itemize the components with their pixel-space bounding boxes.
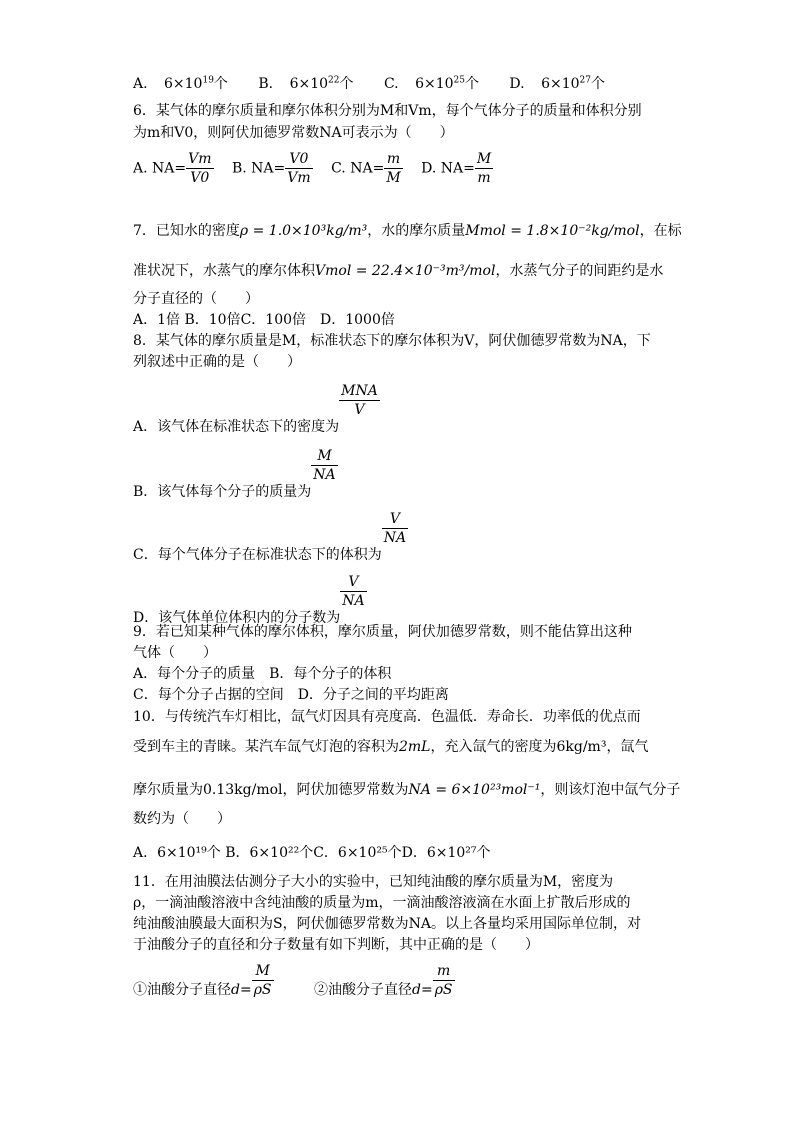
- q10-text-3: ，氙气: [606, 739, 649, 755]
- q5-d-exp: 27: [579, 75, 591, 86]
- q10-molar-mass: 0.13kg/mol: [203, 782, 283, 798]
- q6-d-num: M: [476, 151, 492, 167]
- q6-line1: 6．某气体的摩尔质量和摩尔体积分别为M和Vm，每个气体分子的质量和体积分别: [133, 103, 642, 119]
- q6-options: [133, 150, 493, 187]
- q10-line1: 10．与传统汽车灯相比，氙气灯因具有亮度高．色温低．寿命长．功率低的优点而: [133, 709, 641, 725]
- q7-text-1: 7．已知水的密度: [133, 223, 240, 239]
- q8-b-num: M: [311, 447, 337, 466]
- q8-b-text: B．该气体每个分子的质量为: [133, 483, 312, 500]
- q5-d-value: 6×10: [541, 76, 580, 92]
- q10-text-4: 摩尔质量为: [133, 782, 203, 798]
- q6-a-fraction: [186, 150, 213, 187]
- q6-d-lhs: NA=: [440, 160, 475, 177]
- q8-c-den: NA: [383, 530, 407, 546]
- q8-option-c: [133, 510, 408, 563]
- q5-b-value: 6×10: [289, 76, 329, 92]
- q11-s2-text: ②油酸分子直径: [313, 981, 412, 998]
- q6-b-fraction: [285, 150, 312, 187]
- q6-c-num: m: [384, 150, 402, 169]
- q8-line2: 列叙述中正确的是（ ）: [133, 354, 301, 370]
- q6-option-b: [232, 150, 313, 187]
- q8-c-text: C．每个气体分子在标准状态下的体积为: [133, 546, 382, 563]
- q10-text-2: ，充入氙气的密度为: [430, 739, 557, 755]
- q8-d-num: V: [340, 573, 366, 592]
- q6-d-fraction: [475, 150, 493, 187]
- q8-option-b: [133, 447, 338, 500]
- q6-c-den: M: [386, 170, 401, 186]
- q5-a-exp: 19: [202, 75, 214, 86]
- q6-c-label: C.: [331, 160, 346, 177]
- q11-line3: 纯油酸油膜最大面积为S，阿伏伽德罗常数为NA。以上各量均采用国际单位制，对: [133, 916, 641, 932]
- q5-a-unit: 个: [213, 76, 228, 92]
- q10-avogadro: NA = 6×10²³mol⁻¹: [408, 782, 541, 798]
- q11-s1-fraction: [252, 962, 274, 999]
- q10-text-6: ，则该灯泡中氙气分子: [540, 782, 681, 798]
- q10-line3: [133, 781, 680, 799]
- q7-molar-mass-formula: Mmol = 1.8×10⁻²kg/mol: [465, 223, 640, 239]
- q6-b-num: V0: [285, 150, 312, 169]
- q8-option-a: [133, 382, 380, 435]
- q11-statements: [133, 962, 455, 999]
- q8-c-fraction: [382, 510, 408, 547]
- q11-line4: 于油酸分子的直径和分子数量有如下判断，其中正确的是（ ）: [133, 937, 539, 953]
- q6-c-fraction: [384, 150, 402, 187]
- q8-a-den: V: [354, 402, 365, 418]
- q8-d-fraction: [340, 573, 366, 610]
- q6-a-den: V0: [190, 170, 210, 186]
- q10-options: A．6×10¹⁹个 B．6×10²²个C．6×10²⁵个D．6×10²⁷个: [133, 845, 491, 861]
- q11-line2: ρ，一滴油酸溶液中含纯油酸的质量为m，一滴油酸溶液滴在水面上扩散后形成的: [133, 895, 631, 911]
- q7-molar-volume-formula: Vmol = 22.4×10⁻³m³/mol: [315, 263, 496, 279]
- q10-text-5: ，阿伏加德罗常数为: [282, 782, 409, 798]
- q5-d-unit: 个: [590, 76, 605, 92]
- q6-line2: 为m和V0，则阿伏加德罗常数NA可表示为（ ）: [133, 125, 454, 141]
- q6-a-label: A.: [133, 160, 148, 177]
- q11-s2-d: d=: [411, 981, 433, 998]
- q6-a-lhs: NA=: [152, 160, 187, 177]
- q9-line2: 气体（ ）: [133, 645, 217, 661]
- q11-s1-text: ①油酸分子直径: [133, 981, 231, 998]
- q7-density-formula: ρ = 1.0×10³kg/m³: [239, 223, 368, 239]
- q8-d-den: NA: [342, 593, 365, 609]
- q8-option-d: [133, 573, 367, 626]
- q9-line3: A．每个分子的质量 B．每个分子的体积: [133, 666, 392, 682]
- q6-b-den: Vm: [287, 170, 311, 186]
- q11-line1: 11．在用油膜法估测分子大小的实验中，已知纯油酸的摩尔质量为M，密度为: [133, 874, 614, 890]
- q5-d-label: D.: [509, 76, 525, 92]
- q6-b-lhs: NA=: [251, 160, 286, 177]
- q7-text-4: 准状况下，水蒸气的摩尔体积: [133, 263, 315, 279]
- q6-option-d: [421, 150, 493, 187]
- q6-a-num: Vm: [188, 151, 212, 167]
- q6-c-lhs: NA=: [350, 160, 385, 177]
- q7-line2: [133, 262, 663, 280]
- q10-text-1: 受到车主的青睐。某汽车氙气灯泡的容积为: [133, 739, 399, 755]
- q6-b-label: B.: [231, 160, 247, 177]
- q7-text-2: ，水的摩尔质量: [367, 223, 466, 239]
- q7-text-5: ，水蒸气分子的间距约是水: [495, 263, 664, 279]
- q10-line2: [133, 738, 648, 756]
- q8-d-text: D．该气体单位体积内的分子数为: [133, 609, 341, 626]
- q8-c-num: V: [382, 510, 408, 529]
- q11-statement-1: [133, 962, 274, 999]
- q5-a-value: 6×10: [164, 76, 203, 92]
- q8-b-den: NA: [313, 467, 336, 483]
- q11-statement-2: [314, 962, 455, 999]
- q8-a-text: A．该气体在标准状态下的密度为: [133, 418, 340, 435]
- q6-d-label: D.: [421, 160, 437, 177]
- q11-s2-fraction: [433, 962, 455, 999]
- q11-s1-num: M: [252, 962, 274, 981]
- q9-line1: 9．若已知某种气体的摩尔体积，摩尔质量，阿伏加德罗常数，则不能估算出这种: [133, 624, 632, 640]
- q10-line4: 数约为（ ）: [133, 811, 231, 827]
- q5-c-exp: 25: [453, 75, 465, 86]
- q7-text-3: ，在标: [639, 223, 682, 239]
- q11-s1-den: ρS: [253, 982, 272, 998]
- q5-b-unit: 个: [339, 76, 354, 92]
- q10-volume: 2mL: [399, 739, 431, 755]
- q5-c-label: C.: [383, 76, 399, 92]
- q5-b-exp: 22: [328, 75, 340, 86]
- q8-a-num: MNA: [341, 383, 378, 399]
- q6-option-c: [331, 150, 403, 187]
- q7-options: A．1倍 B．10倍C．100倍 D．1000倍: [133, 312, 395, 328]
- q9-line4: C．每个分子占据的空间 D．分子之间的平均距离: [133, 687, 449, 703]
- q8-a-fraction: [339, 382, 380, 419]
- q8-line1: 8．某气体的摩尔质量是M，标准状态下的摩尔体积为V，阿伏伽德罗常数为NA，下: [133, 333, 651, 349]
- q11-s2-den: ρS: [434, 982, 453, 998]
- q5-c-value: 6×10: [415, 76, 454, 92]
- q5-b-label: B.: [258, 76, 274, 92]
- q5-a-label: A.: [133, 76, 148, 92]
- q11-s1-d: d=: [231, 981, 252, 998]
- q10-density: 6kg/m³: [556, 739, 607, 755]
- q11-s2-num: m: [433, 962, 455, 981]
- q5-options: [133, 75, 605, 93]
- q7-line1: [133, 222, 682, 240]
- q5-c-unit: 个: [464, 76, 479, 92]
- q6-option-a: [133, 150, 214, 187]
- q7-line3: 分子直径的（ ）: [133, 291, 259, 307]
- q6-d-den: m: [477, 170, 491, 186]
- q8-b-fraction: [311, 447, 337, 484]
